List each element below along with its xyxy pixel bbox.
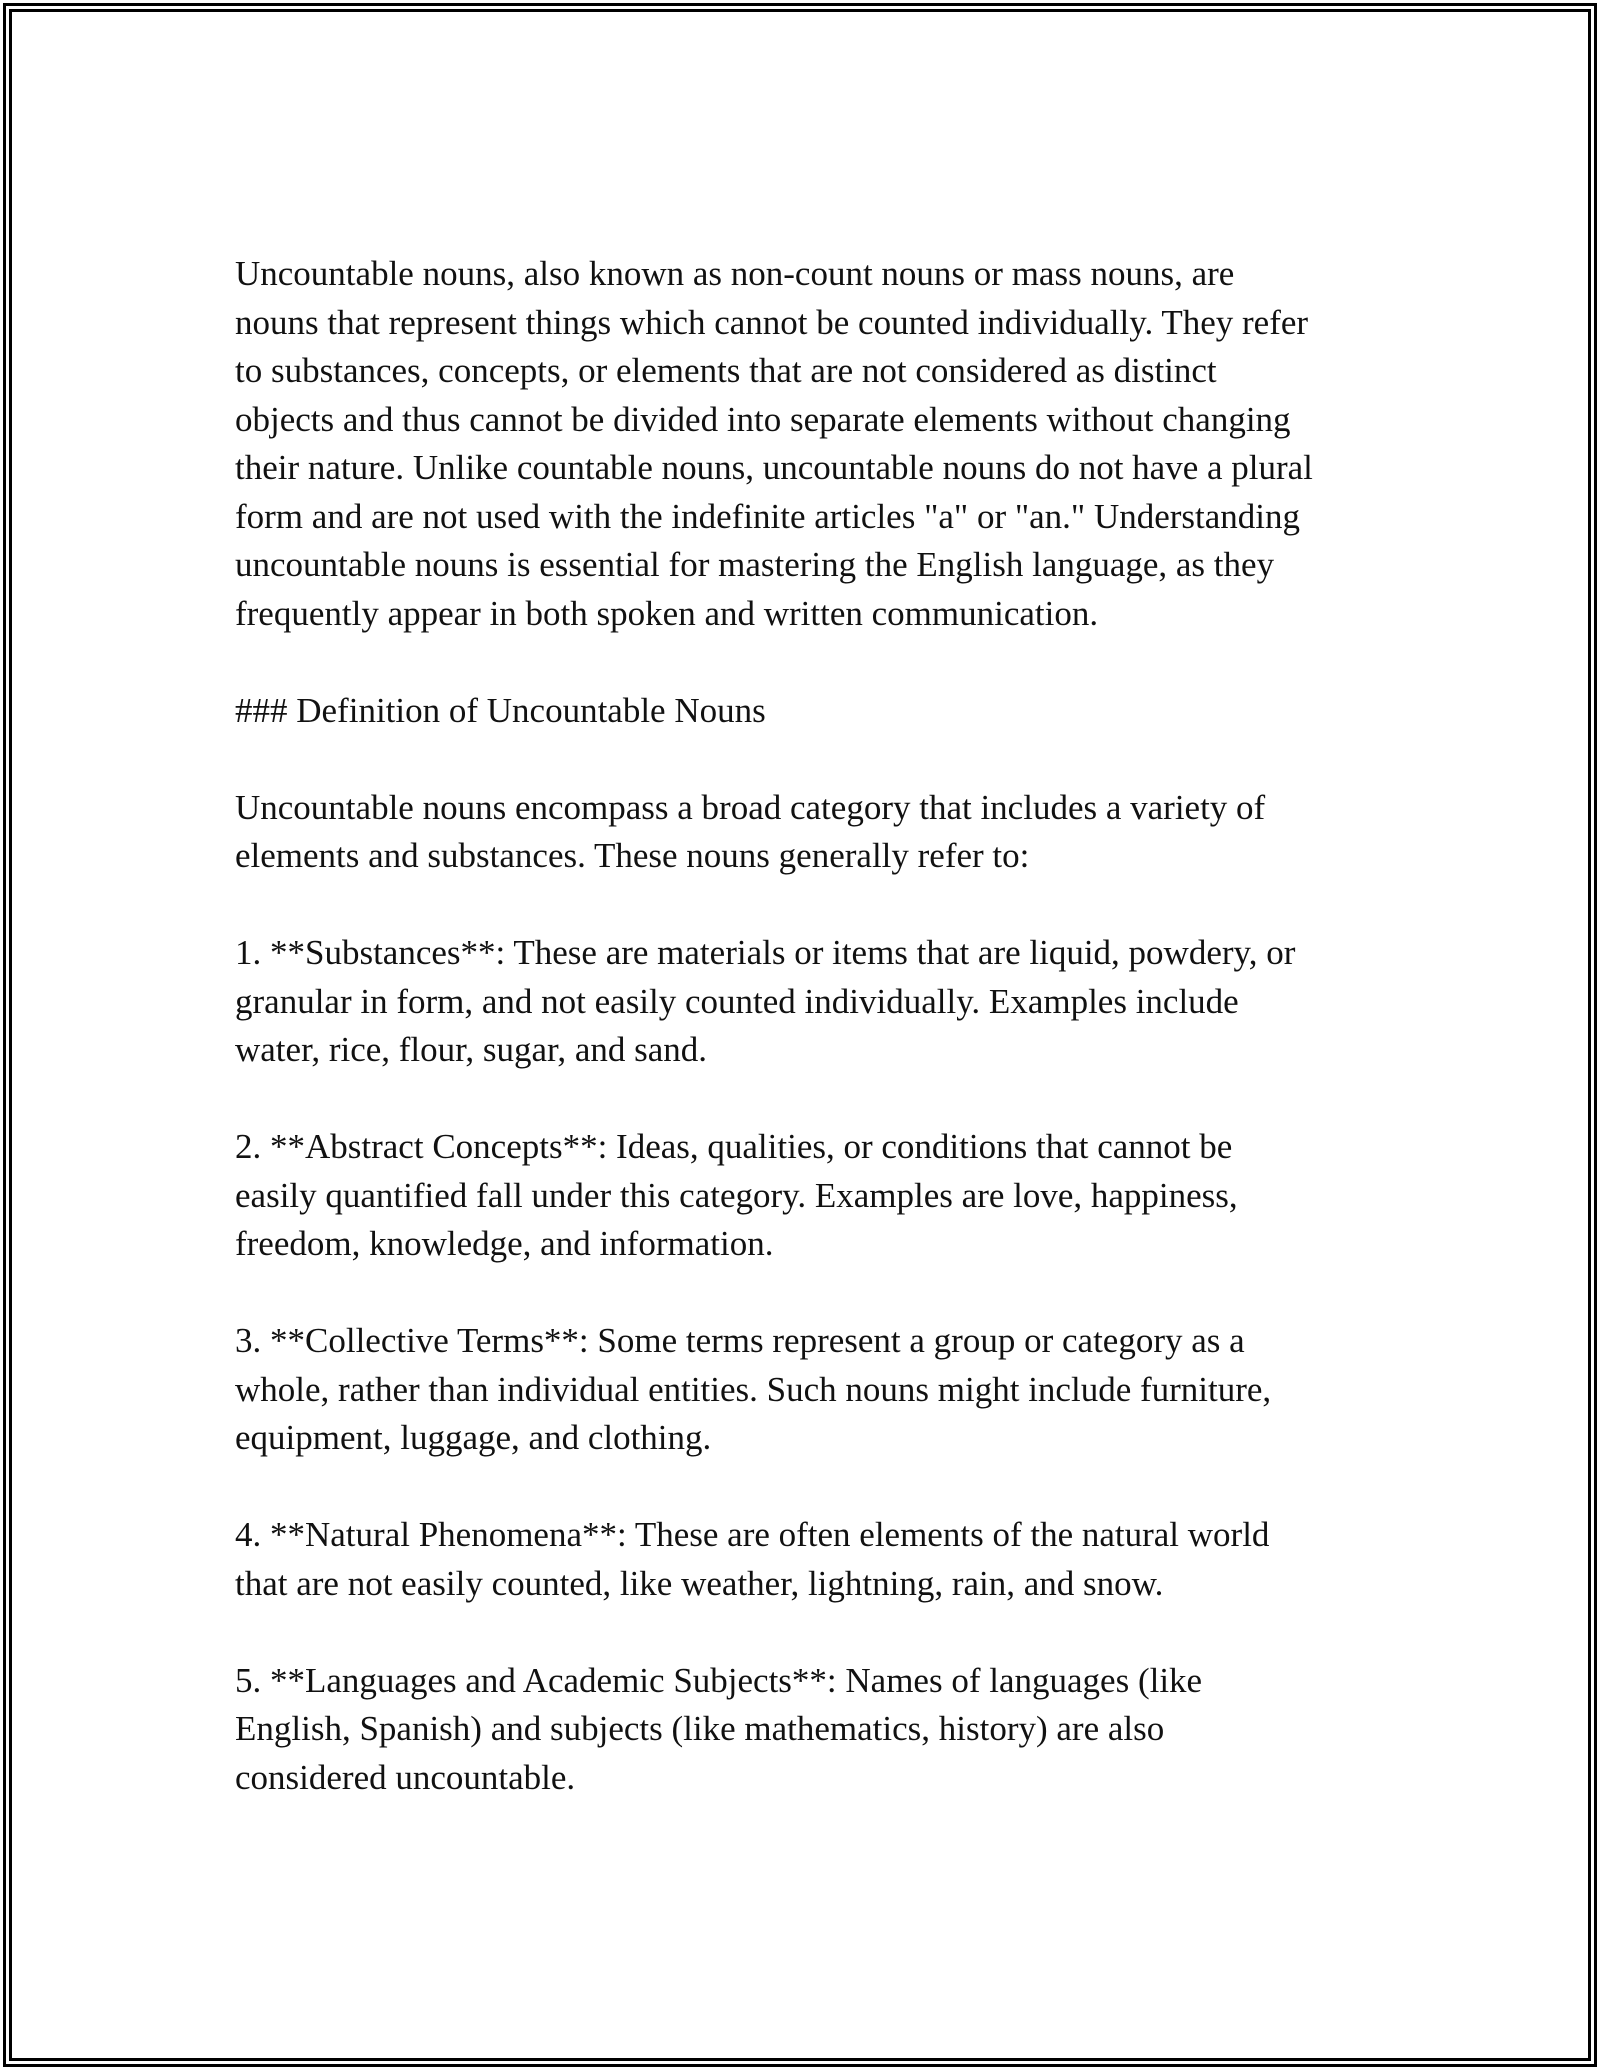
intro-paragraph: Uncountable nouns, also known as non-count nouns or mass nouns, are nouns that represent things which cannot be counted individually. They refer to substances, concepts, or elements that are not considered as distinct objects and thus cannot be divided into separate elements without changing their nature. Unlike countable nouns, uncountable nouns do not have a plural form and are not used with the indefinite articles "a" or "an." Understanding uncountable nouns is essential for mastering the English language, as they frequently appear in both spoken and written communication.	[235, 254, 1313, 633]
document-body	[235, 250, 1375, 1851]
list-item-natural-phenomena: 4. **Natural Phenomena**: These are often elements of the natural world that are not easily counted, like weather, lightning, rain, and snow.	[235, 1515, 1270, 1603]
section-heading: ### Definition of Uncountable Nouns	[235, 690, 766, 730]
list-item-collective-terms: 3. **Collective Terms**: Some terms represent a group or category as a whole, rather than individual entities. Such nouns might include furniture, equipment, luggage, and clothing.	[235, 1321, 1272, 1457]
list-item-abstract-concepts: 2. **Abstract Concepts**: Ideas, qualities, or conditions that cannot be easily quantified fall under this category. Examples are love, happiness, freedom, knowledge, and information.	[235, 1127, 1238, 1263]
lead-paragraph: Uncountable nouns encompass a broad category that includes a variety of elements and substances. These nouns generally refer to:	[235, 787, 1266, 875]
list-item-substances: 1. **Substances**: These are materials or items that are liquid, powdery, or granular in form, and not easily counted individually. Examples include water, rice, flour, sugar, and sand.	[235, 933, 1296, 1069]
list-item-languages-subjects: 5. **Languages and Academic Subjects**: Names of languages (like English, Spanish) and subjects (like mathematics, history) are also considered uncountable.	[235, 1660, 1203, 1797]
